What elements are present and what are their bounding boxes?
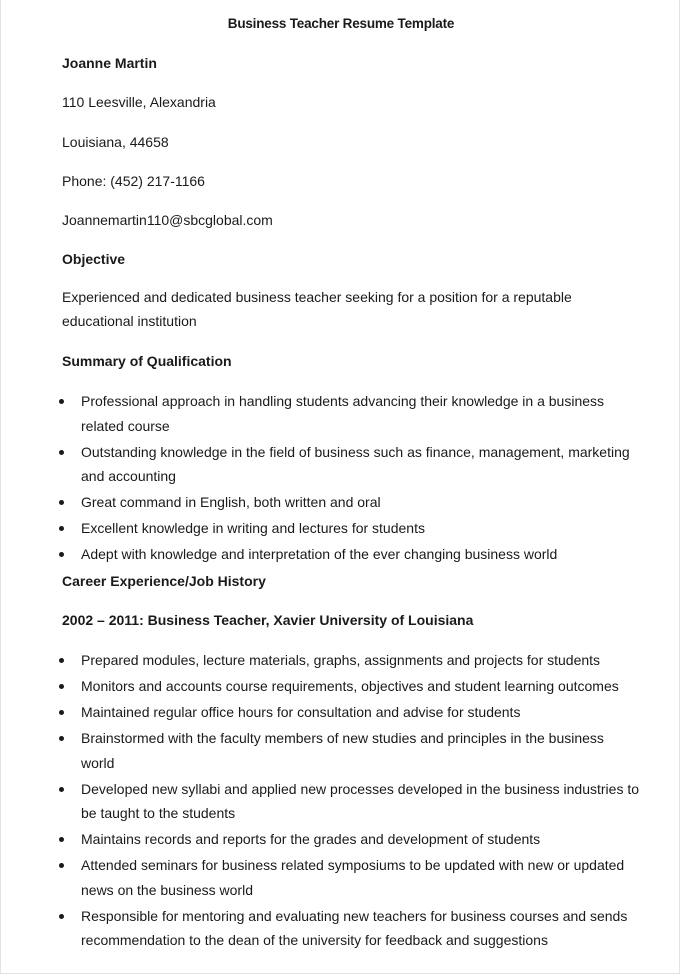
list-item: Monitors and accounts course requirements, objectives and student learning outcomes [1,674,680,699]
list-item: Prepared modules, lecture materials, graphs, assignments and projects for students [1,648,680,673]
contact-phone: Phone: (452) 217-1166 [62,173,205,189]
list-item: Excellent knowledge in writing and lectures for students [1,516,680,541]
list-item: Adept with knowledge and interpretation of the ever changing business world [1,542,680,567]
summary-list [1,389,680,568]
list-item: Outstanding knowledge in the field of business such as finance, management, marketing and accounting [1,440,680,489]
list-item: Attended seminars for business related symposiums to be updated with new or updated news on the business world [1,853,680,902]
list-item: Brainstormed with the faculty members of new studies and principles in the business world [1,726,680,775]
contact-address-line2: Louisiana, 44658 [62,134,169,150]
job-title: 2002 – 2011: Business Teacher, Xavier University of Louisiana [62,612,474,628]
objective-heading: Objective [62,251,126,267]
career-heading: Career Experience/Job History [62,573,266,589]
contact-name: Joanne Martin [62,55,157,71]
objective-text: Experienced and dedicated business teacher seeking for a position for a reputable educational institution [62,289,572,329]
contact-address-line1: 110 Leesville, Alexandria [62,94,216,110]
summary-heading: Summary of Qualification [62,353,232,369]
contact-email: Joannemartin110@sbcglobal.com [62,212,273,228]
list-item: Responsible for mentoring and evaluating new teachers for business courses and sends recommendation to the dean of the university for feedback and suggestions [1,904,680,953]
career-list [1,648,680,954]
list-item: Developed new syllabi and applied new processes developed in the business industries to be taught to the students [1,777,680,826]
list-item: Maintained regular office hours for consultation and advise for students [1,700,680,725]
list-item: Professional approach in handling students advancing their knowledge in a business related course [1,389,680,438]
list-item: Great command in English, both written and oral [1,490,680,515]
document-title: Business Teacher Resume Template [227,16,455,31]
list-item: Maintains records and reports for the grades and development of students [1,827,680,852]
